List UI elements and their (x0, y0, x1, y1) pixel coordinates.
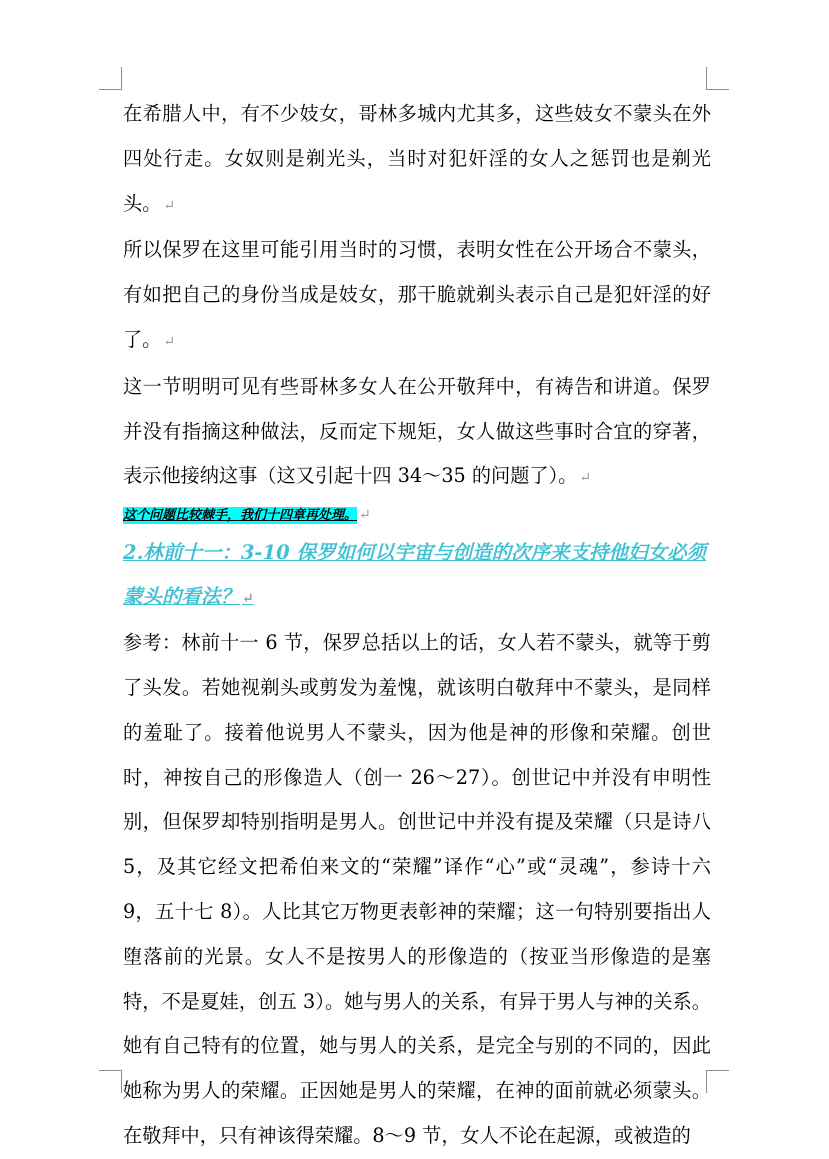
page-corner-top-right (706, 67, 729, 90)
page-corner-top-left (99, 67, 122, 90)
paragraph-mark-icon: ↵ (242, 591, 254, 608)
question-heading: 2.林前十一：3-10 保罗如何以宇宙与创造的次序来支持他妇女必须蒙头的看法？ ↵ (123, 541, 706, 609)
paragraph-mark-icon: ↵ (163, 197, 176, 214)
paragraph-mark-icon: ↵ (163, 333, 176, 350)
page-corner-bottom-left (99, 1070, 122, 1093)
paragraph-mark-icon: ↵ (579, 470, 592, 487)
paragraph-2: 所以保罗在这里可能引用当时的习惯，表明女性在公开场合不蒙头，有如把自己的身份当成是妓女，那干脆就剃头表示自己是犯奸淫的好了。 ↵ (123, 238, 711, 351)
paragraph-mark-icon: ↵ (359, 507, 371, 524)
paragraph-3: 这一节明明可见有些哥林多女人在公开敬拜中，有祷告和讲道。保罗并没有指摘这种做法，反而定下规矩，女人做这些事时合宜的穿著，表示他接纳这事（这又引起十四 34～35 的问题了）。 ↵ (123, 374, 711, 488)
document-body[interactable] (123, 92, 711, 1159)
paragraph-1: 在希腊人中，有不少妓女，哥林多城内尤其多，这些妓女不蒙头在外四处行走。女奴则是剃光头，当时对犯奸淫的女人之惩罚也是剃光头。 ↵ (123, 102, 711, 215)
paragraph-4: 参考：林前十一 6 节，保罗总括以上的话，女人若不蒙头，就等于剪了头发。若她视剃头或剪发为羞愧，就该明白敬拜中不蒙头，是同样的羞耻了。接着他说男人不蒙头，因为他是神的形像和荣耀。创世时，神按自己的形像造人（创一 26～27）。创世记中并没有申明性别，但保罗却特别指明是男人。创世记中并没有提及荣耀（只是诗八 5，及其它经文把希伯来文的“荣耀”译作“心”或“灵魂”，参诗十六 9，五十七 8）。人比其它万物更表彰神的荣耀；这一句特别要指出人堕落前的光景。女人不是按男人的形像造的（按亚当形像造的是塞特，不是夏娃，创五 3）。她与男人的关系，有异于男人与神的关系。她有自己特有的位置，她与男人的关系，是完全与别的不同的，因此她称为男人的荣耀。正因她是男人的荣耀，在神的面前就必须蒙头。在敬拜中，只有神该得荣耀。8～9 节，女人不论在起源，或被造的 (123, 631, 711, 1147)
highlighted-note: 这个问题比较棘手，我们十四章再处理。 ↵ (123, 507, 371, 524)
